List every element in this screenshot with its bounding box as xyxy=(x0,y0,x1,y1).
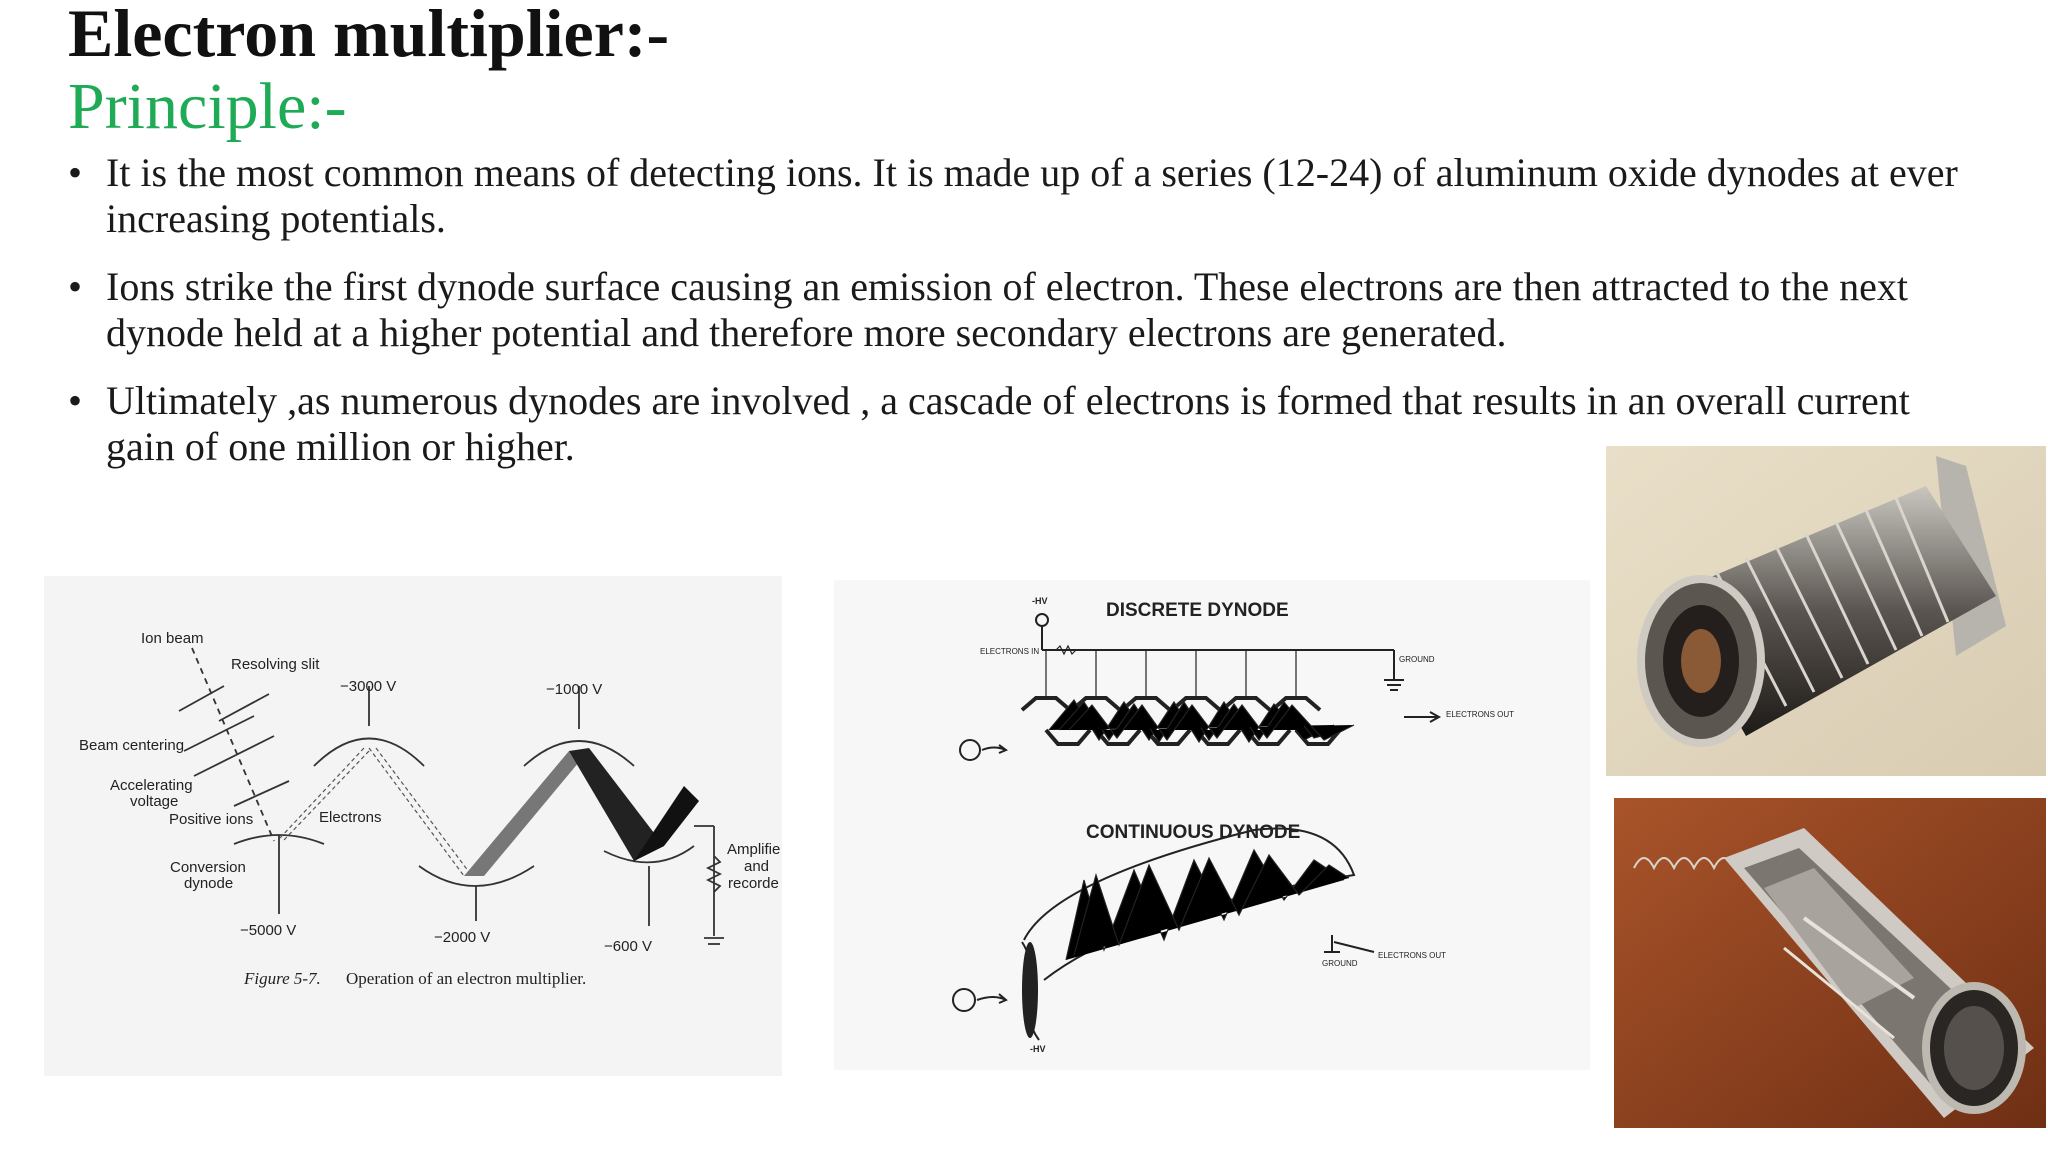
discrete-multiplier-photo xyxy=(1606,446,2046,776)
discrete-dynode-title: DISCRETE DYNODE xyxy=(1106,600,1289,621)
label-minus-5000v: −5000 V xyxy=(240,922,297,939)
continuous-multiplier-photo xyxy=(1614,798,2046,1128)
slide-subtitle: Principle:- xyxy=(68,70,347,143)
hv-label-bottom: -HV xyxy=(1030,1044,1046,1054)
label-electrons: Electrons xyxy=(319,809,382,826)
label-minus-1000v: −1000 V xyxy=(546,681,603,698)
figure-caption-prefix: Figure 5-7. xyxy=(244,969,321,988)
bullet-dot: • xyxy=(68,150,83,195)
label-beam-centering: Beam centering xyxy=(79,737,185,754)
label-minus-600v: −600 V xyxy=(604,938,652,955)
electrons-out-label-top: ELECTRONS OUT xyxy=(1446,710,1515,719)
bullet-text: Ultimately ,as numerous dynodes are involved , a cascade of electrons is formed that results in an overall current gain of one million or higher. xyxy=(106,378,1910,469)
dynode-types-diagram xyxy=(834,580,1590,1070)
label-positive-ions: Positive ions xyxy=(169,811,254,828)
label-amplifier-3: recorde xyxy=(728,875,779,892)
label-ion-beam: Ion beam xyxy=(141,630,204,647)
label-accelerating: Accelerating xyxy=(110,777,193,794)
bullet-dot: • xyxy=(68,264,83,309)
label-minus-3000v: −3000 V xyxy=(340,678,397,695)
electrons-in-label: ELECTRONS IN xyxy=(980,647,1040,656)
bullet-item xyxy=(68,264,1988,356)
bullet-text: Ions strike the first dynode surface causing an emission of electron. These electrons are then attracted to the next dynode held at a higher potential and therefore more secondary electrons are generated. xyxy=(106,264,1908,355)
bullet-item xyxy=(68,150,1988,242)
electrons-out-label-bottom: ELECTRONS OUT xyxy=(1378,951,1447,960)
bullet-list xyxy=(68,150,1988,492)
continuous-dynode-title: CONTINUOUS DYNODE xyxy=(1086,822,1301,843)
label-minus-2000v: −2000 V xyxy=(434,929,491,946)
label-resolving-slit: Resolving slit xyxy=(231,656,320,673)
label-amplifier-2: and xyxy=(744,858,770,875)
hv-label-top: -HV xyxy=(1032,596,1048,606)
ground-label-bottom: GROUND xyxy=(1322,959,1358,968)
label-conversion: Conversion xyxy=(170,859,246,876)
ground-label-top: GROUND xyxy=(1399,655,1435,664)
slide-title: Electron multiplier:- xyxy=(68,0,670,71)
bullet-text: It is the most common means of detecting ions. It is made up of a series (12-24) of aluminum oxide dynodes at ever increasing potentials. xyxy=(106,150,1958,241)
electron-multiplier-diagram xyxy=(44,576,782,1076)
label-voltage: voltage xyxy=(130,793,179,810)
label-amplifier-1: Amplifie xyxy=(727,841,781,858)
bullet-dot: • xyxy=(68,378,83,423)
figure-caption: Operation of an electron multiplier. xyxy=(346,969,587,988)
label-dynode: dynode xyxy=(184,875,234,892)
